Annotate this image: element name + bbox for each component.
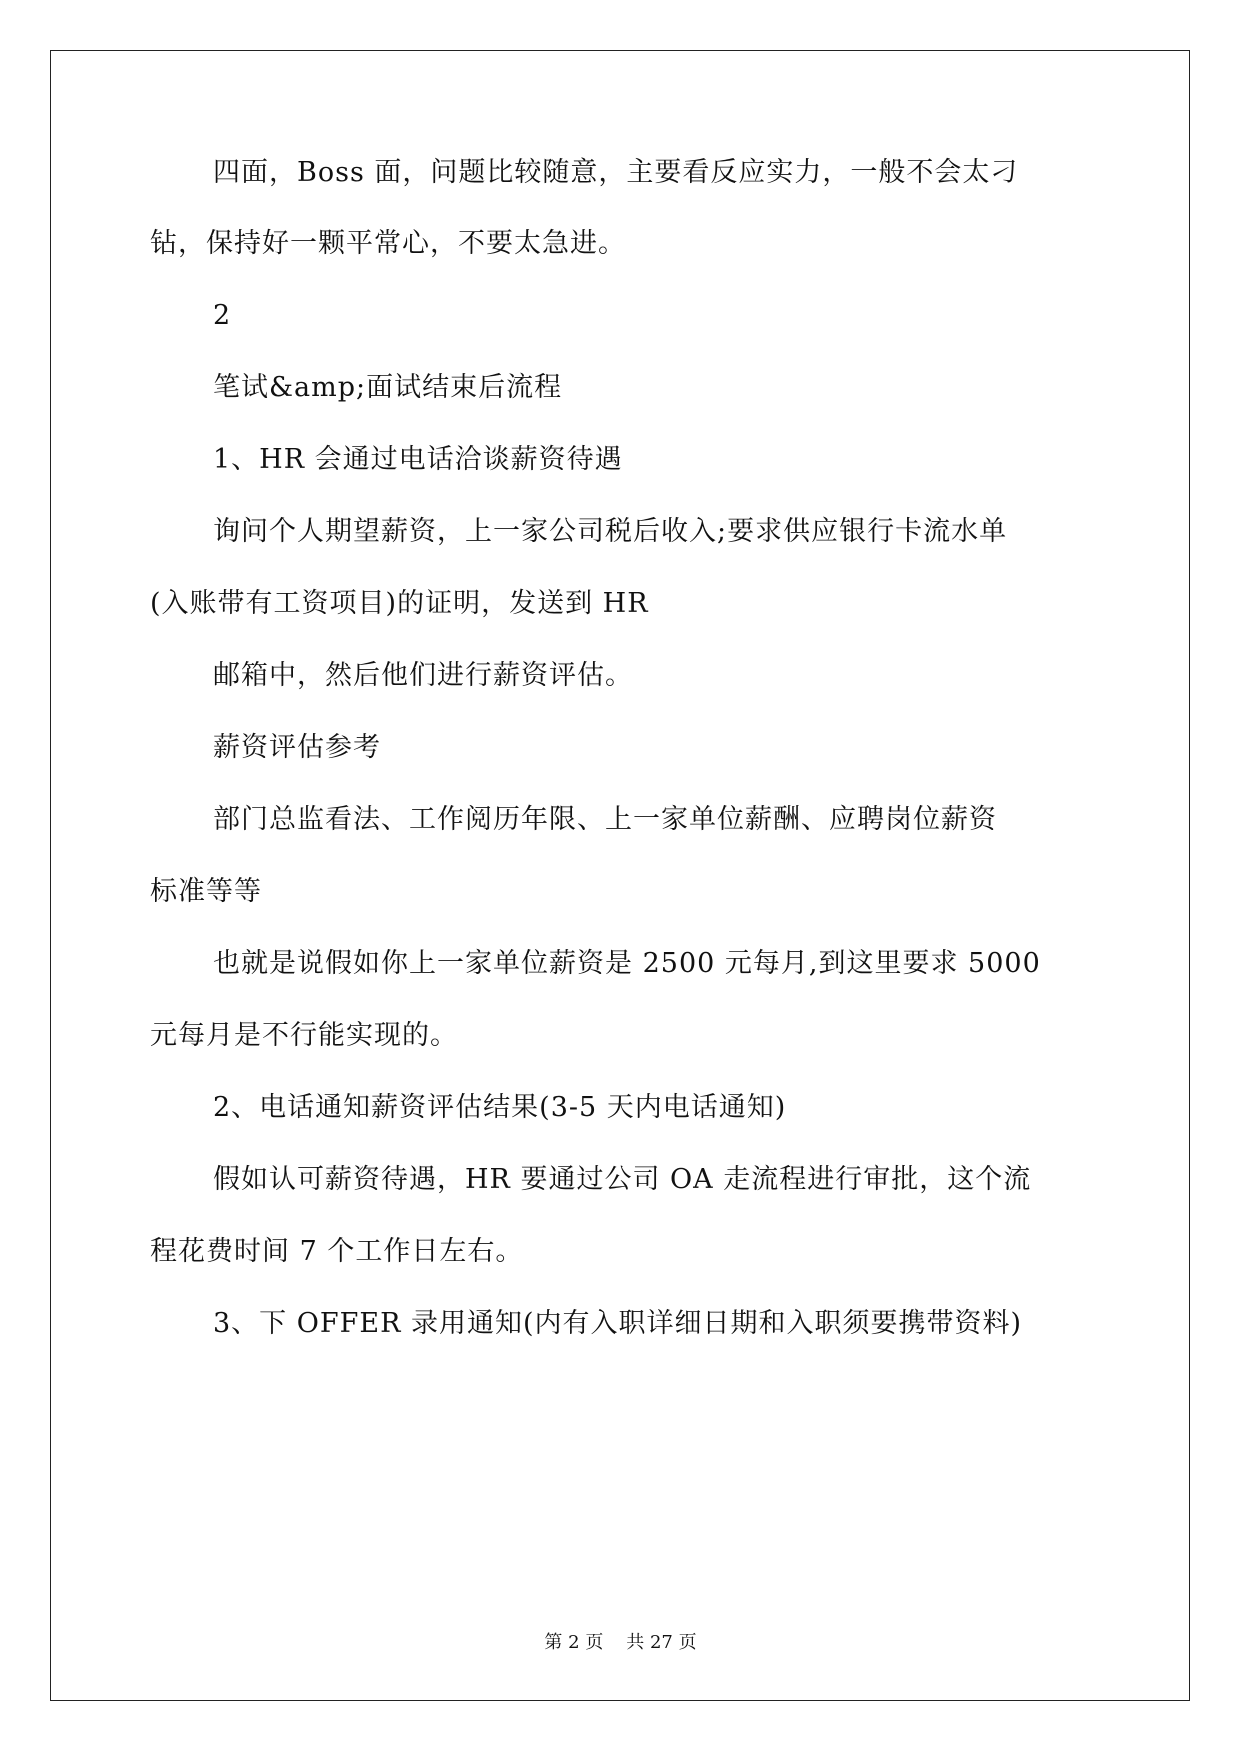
paragraph-line: 邮箱中，然后他们进行薪资评估。 <box>213 660 633 691</box>
section-number: 2 <box>213 300 232 331</box>
page-total: 共 27 页 <box>626 1632 697 1653</box>
subheading: 薪资评估参考 <box>213 732 381 763</box>
paragraph-line: (入账带有工资项目)的证明，发送到 HR <box>150 588 649 619</box>
paragraph-line: 部门总监看法、工作阅历年限、上一家单位薪酬、应聘岗位薪资 <box>213 804 997 835</box>
paragraph-line: 标准等等 <box>150 876 262 907</box>
paragraph-line: 假如认可薪资待遇，HR 要通过公司 OA 走流程进行审批，这个流 <box>213 1164 1032 1195</box>
list-item-heading: 1、HR 会通过电话洽谈薪资待遇 <box>213 444 623 475</box>
paragraph-line: 元每月是不行能实现的。 <box>150 1020 458 1051</box>
paragraph-line: 钻，保持好一颗平常心，不要太急进。 <box>150 228 626 259</box>
paragraph-line: 程花费时间 7 个工作日左右。 <box>150 1236 524 1267</box>
list-item-heading: 3、下 OFFER 录用通知(内有入职详细日期和入职须要携带资料) <box>213 1308 1023 1339</box>
section-heading: 笔试&amp;面试结束后流程 <box>213 372 563 403</box>
list-item-heading: 2、电话通知薪资评估结果(3-5 天内电话通知) <box>213 1092 787 1123</box>
paragraph-line: 也就是说假如你上一家单位薪资是 2500 元每月,到这里要求 5000 <box>213 948 1041 979</box>
page-footer <box>0 1631 1241 1655</box>
paragraph-line: 四面，Boss 面，问题比较随意，主要看反应实力，一般不会太刁 <box>213 157 1019 188</box>
paragraph-line: 询问个人期望薪资，上一家公司税后收入;要求供应银行卡流水单 <box>213 516 1008 547</box>
page-number: 第 2 页 <box>544 1632 604 1653</box>
